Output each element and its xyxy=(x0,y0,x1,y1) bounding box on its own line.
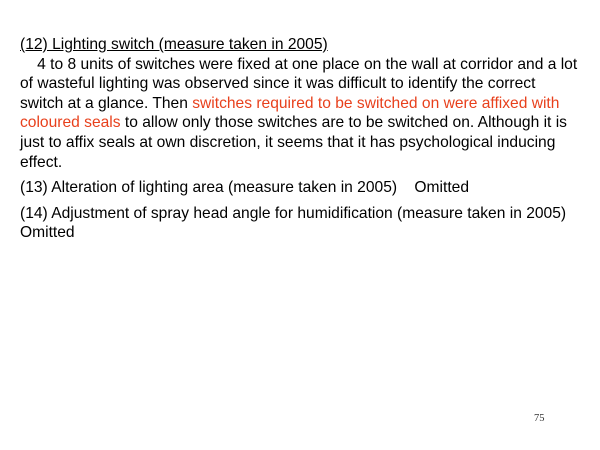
section-12-body-part1: 4 to 8 units of switches were fixed at one place on the wall at corridor and a lot of wasteful lighting was observed since it was difficult to identify the correct switch at a glance. Then xyxy=(20,55,578,112)
section-12-body-part2: to allow only those switches are to be switched on. Although it is just to affix seals at own discretion, it seems that it has psychological inducing effect. xyxy=(20,114,567,171)
section-12 xyxy=(20,35,580,172)
section-12-highlight: switches required to be switched on were affixed with coloured seals xyxy=(20,94,560,132)
page-number: 75 xyxy=(534,413,545,424)
section-13: (13) Alteration of lighting area (measure taken in 2005) Omitted xyxy=(20,179,469,197)
section-14: (14) Adjustment of spray head angle for humidification (measure taken in 2005) Omitted xyxy=(20,204,567,242)
section-12-heading: (12) Lighting switch (measure taken in 2005) xyxy=(20,36,328,53)
slide-content xyxy=(20,35,580,243)
